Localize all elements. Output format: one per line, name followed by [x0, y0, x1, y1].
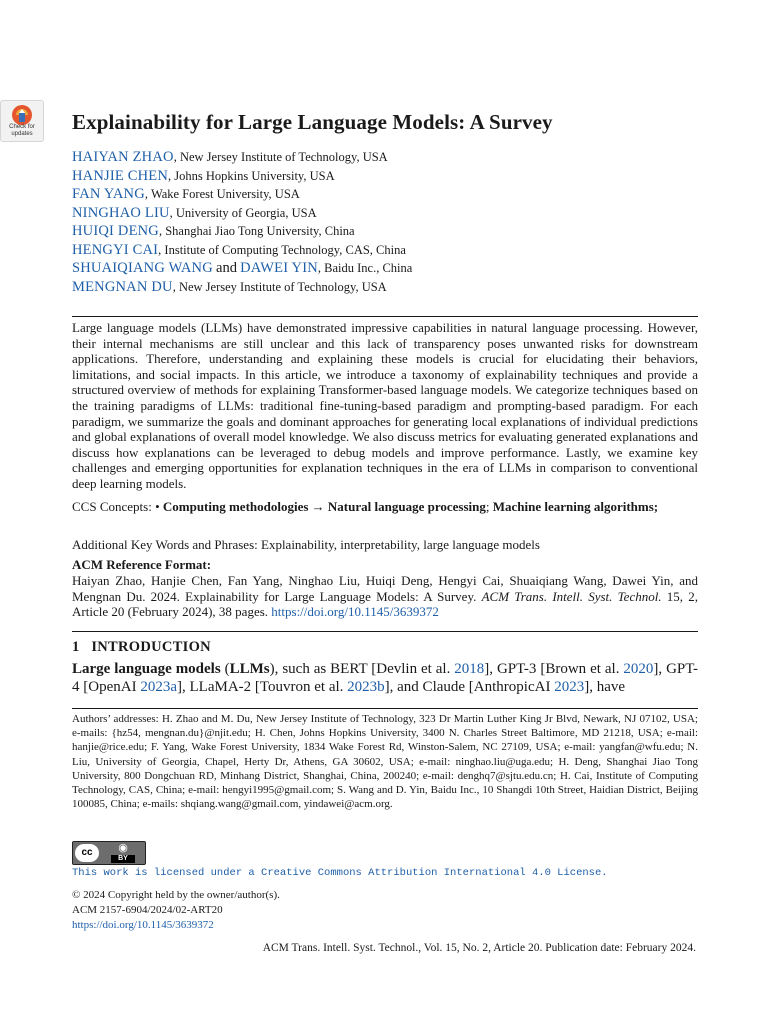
author-affiliation: Wake Forest University, USA: [150, 187, 300, 201]
author-entry: HANJIE CHEN, Johns Hopkins University, USA: [72, 167, 335, 184]
author-affiliation: Baidu Inc., China: [324, 261, 413, 275]
author-name[interactable]: MENGNAN DU: [72, 278, 173, 295]
author-name[interactable]: FAN YANG: [72, 186, 145, 202]
intro-text: ], have: [584, 679, 626, 695]
author-conjunction: and: [216, 260, 237, 276]
intro-bold-abbr: LLMs: [229, 661, 270, 677]
cc-license-badge[interactable]: [72, 841, 146, 865]
ccs-separator: ;: [485, 499, 490, 514]
author-affiliation: Institute of Computing Technology, CAS, China: [164, 242, 406, 257]
ccs-label: CCS Concepts: •: [72, 499, 160, 514]
author-entry: HUIQI DENG, Shanghai Jiao Tong University, China: [72, 223, 355, 239]
reference-citation: Haiyan Zhao, Hanjie Chen, Fan Yang, Ninghao Liu, Huiqi Deng, Hengyi Cai, Shuaiqiang Wang, Dawei Yin, and Mengnan Du. 2024. Explainability for Large Language Models: A Survey.: [72, 573, 698, 604]
author-name[interactable]: HENGYI CAI: [72, 241, 159, 258]
intro-paragraph: [72, 660, 698, 696]
paper-title: Explainability for Large Language Models: A Survey: [72, 110, 553, 134]
author-affiliation: New Jersey Institute of Technology, USA: [179, 150, 388, 164]
author-name[interactable]: SHUAIQIANG WANG: [72, 260, 213, 276]
section-top-rule: [72, 631, 698, 632]
copyright-doi-link[interactable]: https://doi.org/10.1145/3639372: [72, 919, 214, 931]
abstract-top-rule: [72, 316, 698, 317]
check-for-updates-label: [1, 124, 43, 138]
author-entry: NINGHAO LIU, University of Georgia, USA: [72, 204, 317, 221]
author-entry: HENGYI CAI, Institute of Computing Technology, CAS, China: [72, 241, 406, 258]
footnote-rule: [72, 708, 698, 709]
reference-heading: ACM Reference Format:: [72, 557, 212, 572]
author-entry: MENGNAN DU, New Jersey Institute of Technology, USA: [72, 278, 387, 295]
badge-line-1: Check for: [9, 124, 35, 130]
citation-link[interactable]: 2023a: [140, 679, 177, 695]
license-link[interactable]: This work is licensed under a Creative Commons Attribution International 4.0 License.: [72, 867, 608, 879]
authors-addresses-footnote: Authors’ addresses: H. Zhao and M. Du, New Jersey Institute of Technology, 323 Dr Martin Luther King Jr Blvd, Newark, NJ 07102, USA; e-mails: {hz54, mengnan.du}@njit.edu; H. Chen, Johns Hopkins University, 3400 N. Charles Street Baltimore, MD 21218, USA; e-mail: hanjie@rice.edu; F. Yang, Wake Forest University, 1834 Wake Forest Rd, Winston-Salem, NC 27109, USA; e-mail: yangfan@wfu.edu; N. Liu, University of Georgia, Chapel, Herty Dr, Athens, GA 30602, USA; e-mail: ninghao.liu@uga.edu; H. Deng, Shanghai Jiao Tong University, 800 Dongchuan RD, Minhang District, Shanghai, China, 200240; e-mail: denghq7@sjtu.edu.cn; H. Cai, Institute of Computing Technology, CAS, China; e-mail: hengyi1995@gmail.com; S. Wang and D. Yin, Baidu Inc., 10 Shangdi 10th Street, Haidian District, Beijing 100085, China; e-mails: shqiang.wang@gmail.com, yindawei@acm.org.: [72, 713, 698, 811]
citation-link[interactable]: 2020: [623, 661, 654, 677]
ccs-concept-nlp: Natural language processing: [327, 499, 486, 514]
author-affiliation: Shanghai Jiao Tong University, China: [165, 224, 355, 238]
citation-link[interactable]: 2023: [554, 679, 585, 695]
intro-text: ], GPT-3 [Brown et al.: [484, 661, 620, 677]
badge-line-2: updates: [11, 131, 33, 137]
check-for-updates-icon: [11, 104, 33, 126]
ccs-concept-computing: Computing methodologies: [162, 499, 309, 514]
author-entry: FAN YANG, Wake Forest University, USA: [72, 186, 300, 202]
author-name[interactable]: DAWEI YIN: [240, 260, 318, 276]
keywords-label: Additional Key Words and Phrases:: [72, 537, 258, 552]
ccs-concept-ml: Machine learning algorithms;: [492, 499, 659, 514]
intro-text: (: [224, 661, 230, 677]
author-list: [72, 148, 712, 296]
check-for-updates-badge[interactable]: [0, 100, 44, 142]
page-footer: ACM Trans. Intell. Syst. Technol., Vol. 15, No. 2, Article 20. Publication date: February 2024.: [262, 942, 696, 954]
author-name[interactable]: HAIYAN ZHAO: [72, 149, 174, 165]
ccs-concepts: [72, 499, 698, 515]
acm-issn-line: ACM 2157-6904/2024/02-ART20: [72, 904, 223, 916]
intro-text: ], and Claude [AnthropicAI: [384, 679, 551, 695]
intro-text: ), such as BERT [Devlin et al.: [269, 661, 451, 677]
copyright-line: © 2024 Copyright held by the owner/author(s).: [72, 889, 280, 901]
author-name[interactable]: HANJIE CHEN: [72, 167, 169, 184]
author-entry: HAIYAN ZHAO, New Jersey Institute of Technology, USA: [72, 149, 388, 165]
copyright-block: [72, 888, 280, 933]
intro-bold-term: Large language models: [72, 661, 221, 677]
author-affiliation: New Jersey Institute of Technology, USA: [178, 279, 387, 294]
author-name[interactable]: HUIQI DENG: [72, 223, 159, 239]
section-number: 1: [72, 639, 80, 655]
intro-text: ], GPT-4 [OpenAI: [72, 661, 699, 695]
reference-doi-link[interactable]: https://doi.org/10.1145/3639372: [271, 604, 439, 620]
keywords: [72, 537, 698, 553]
section-heading: [72, 639, 211, 656]
reference-journal: ACM Trans. Intell. Syst. Technol.: [481, 588, 662, 604]
ccs-arrow: →: [311, 499, 325, 514]
cc-by-icon: [103, 843, 143, 863]
author-affiliation: University of Georgia, USA: [175, 205, 317, 220]
citation-link[interactable]: 2023b: [347, 679, 385, 695]
cc-by-label: BY: [111, 855, 135, 863]
cc-icon: cc: [75, 844, 99, 862]
intro-text: ], LLaMA-2 [Touvron et al.: [177, 679, 344, 695]
reference-volume: 15, 2, Article 20 (February 2024), 38 pages.: [72, 588, 699, 620]
author-name[interactable]: NINGHAO LIU: [72, 204, 170, 221]
author-entry: SHUAIQIANG WANG and DAWEI YIN, Baidu Inc., China: [72, 260, 413, 276]
author-affiliation: Johns Hopkins University, USA: [174, 168, 335, 183]
person-icon: ◉: [118, 842, 128, 854]
section-title: INTRODUCTION: [91, 639, 211, 655]
reference-text: [72, 573, 698, 620]
abstract: Large language models (LLMs) have demonstrated impressive capabilities in natural language processing. However, their internal mechanisms are still unclear and this lack of transparency poses unwanted risks for downstream applications. Therefore, understanding and explaining these models is crucial for elucidating their behaviors, limitations, and social impacts. In this article, we introduce a taxonomy of explainability techniques and provide a structured overview of methods for explaining Transformer-based language models. We categorize techniques based on the training paradigms of LLMs: traditional fine-tuning-based paradigm and prompting-based paradigm. For each paradigm, we summarize the goals and dominant approaches for generating local explanations of individual predictions and global explanations of overall model knowledge. We also discuss metrics for evaluating generated explanations and discuss how explanations can be leveraged to debug models and improve performance. Lastly, we examine key challenges and emerging opportunities for explanation techniques in the era of LLMs in comparison to conventional deep learning models.: [72, 320, 698, 491]
citation-link[interactable]: 2018: [454, 661, 485, 677]
keywords-text: Explainability, interpretability, large language models: [261, 537, 540, 552]
